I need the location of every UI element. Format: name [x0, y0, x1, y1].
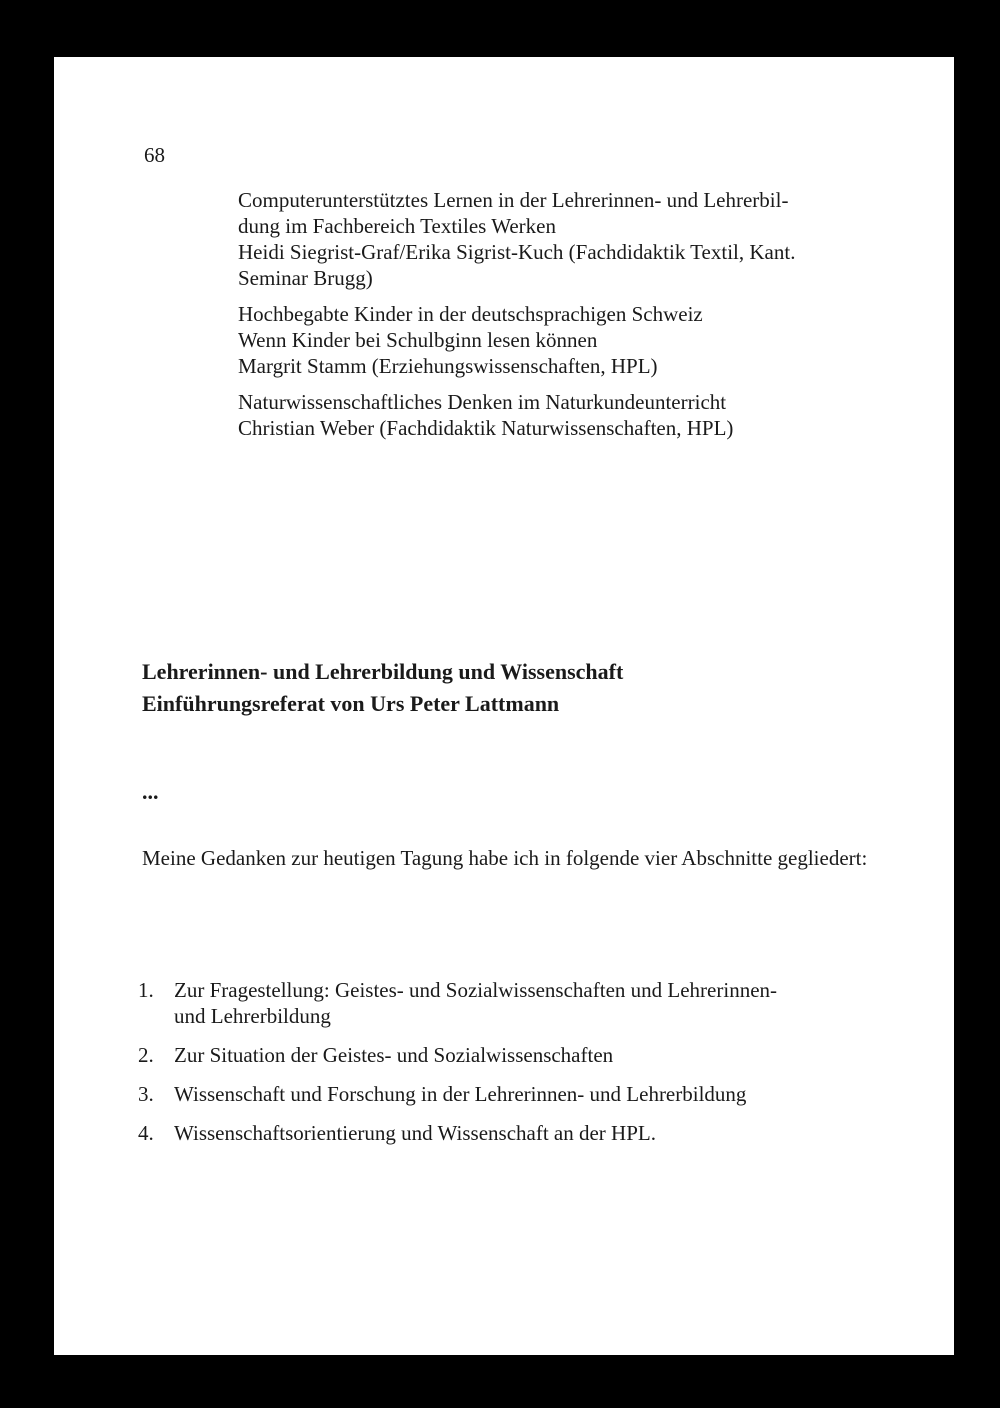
outline-item-number: 3. — [138, 1082, 154, 1106]
section-outline-list — [138, 977, 918, 1159]
entry-title-line: Naturwissenschaftliches Denken im Naturkundeunterricht — [238, 390, 727, 414]
page-number: 68 — [144, 143, 165, 167]
document-page — [54, 57, 954, 1355]
outline-item-text: und Lehrerbildung — [174, 1004, 331, 1028]
outline-item-text: Wissenschaft und Forschung in der Lehrerinnen- und Lehrerbildung — [174, 1082, 747, 1106]
presentation-entry — [238, 187, 918, 291]
section-heading — [142, 656, 623, 720]
entry-authors-line: Heidi Siegrist-Graf/Erika Sigrist-Kuch (Fachdidaktik Textil, Kant. — [238, 240, 796, 264]
outline-item-text: Wissenschaftsorientierung und Wissenschaft an der HPL. — [174, 1121, 656, 1145]
outline-item — [138, 977, 918, 1029]
entry-title-line: Computerunterstütztes Lernen in der Lehrerinnen- und Lehrerbil- — [238, 188, 789, 212]
entry-authors-line: Christian Weber (Fachdidaktik Naturwissenschaften, HPL) — [238, 416, 734, 440]
outline-item-text: Zur Fragestellung: Geistes- und Sozialwissenschaften und Lehrerinnen- — [174, 978, 778, 1002]
outline-item-number: 1. — [138, 978, 154, 1002]
entry-title-line: dung im Fachbereich Textiles Werken — [238, 214, 556, 238]
outline-item — [138, 1081, 918, 1107]
ellipsis-marker: ... — [142, 779, 159, 804]
outline-item-number: 4. — [138, 1121, 154, 1145]
heading-subtitle: Einführungsreferat von Urs Peter Lattmann — [142, 691, 560, 716]
presentation-list — [238, 187, 918, 451]
entry-authors-line: Seminar Brugg) — [238, 266, 373, 290]
entry-title-line: Hochbegabte Kinder in der deutschsprachigen Schweiz — [238, 302, 703, 326]
heading-title: Lehrerinnen- und Lehrerbildung und Wissenschaft — [142, 659, 624, 684]
entry-subtitle-line: Wenn Kinder bei Schulbginn lesen können — [238, 328, 598, 352]
outline-item — [138, 1042, 918, 1068]
outline-item — [138, 1120, 918, 1146]
presentation-entry — [238, 389, 918, 441]
entry-authors-line: Margrit Stamm (Erziehungswissenschaften, HPL) — [238, 354, 658, 378]
outline-item-text: Zur Situation der Geistes- und Sozialwissenschaften — [174, 1043, 614, 1067]
outline-item-number: 2. — [138, 1043, 154, 1067]
presentation-entry — [238, 301, 918, 379]
intro-paragraph: Meine Gedanken zur heutigen Tagung habe ich in folgende vier Abschnitte gegliedert: — [142, 846, 868, 870]
